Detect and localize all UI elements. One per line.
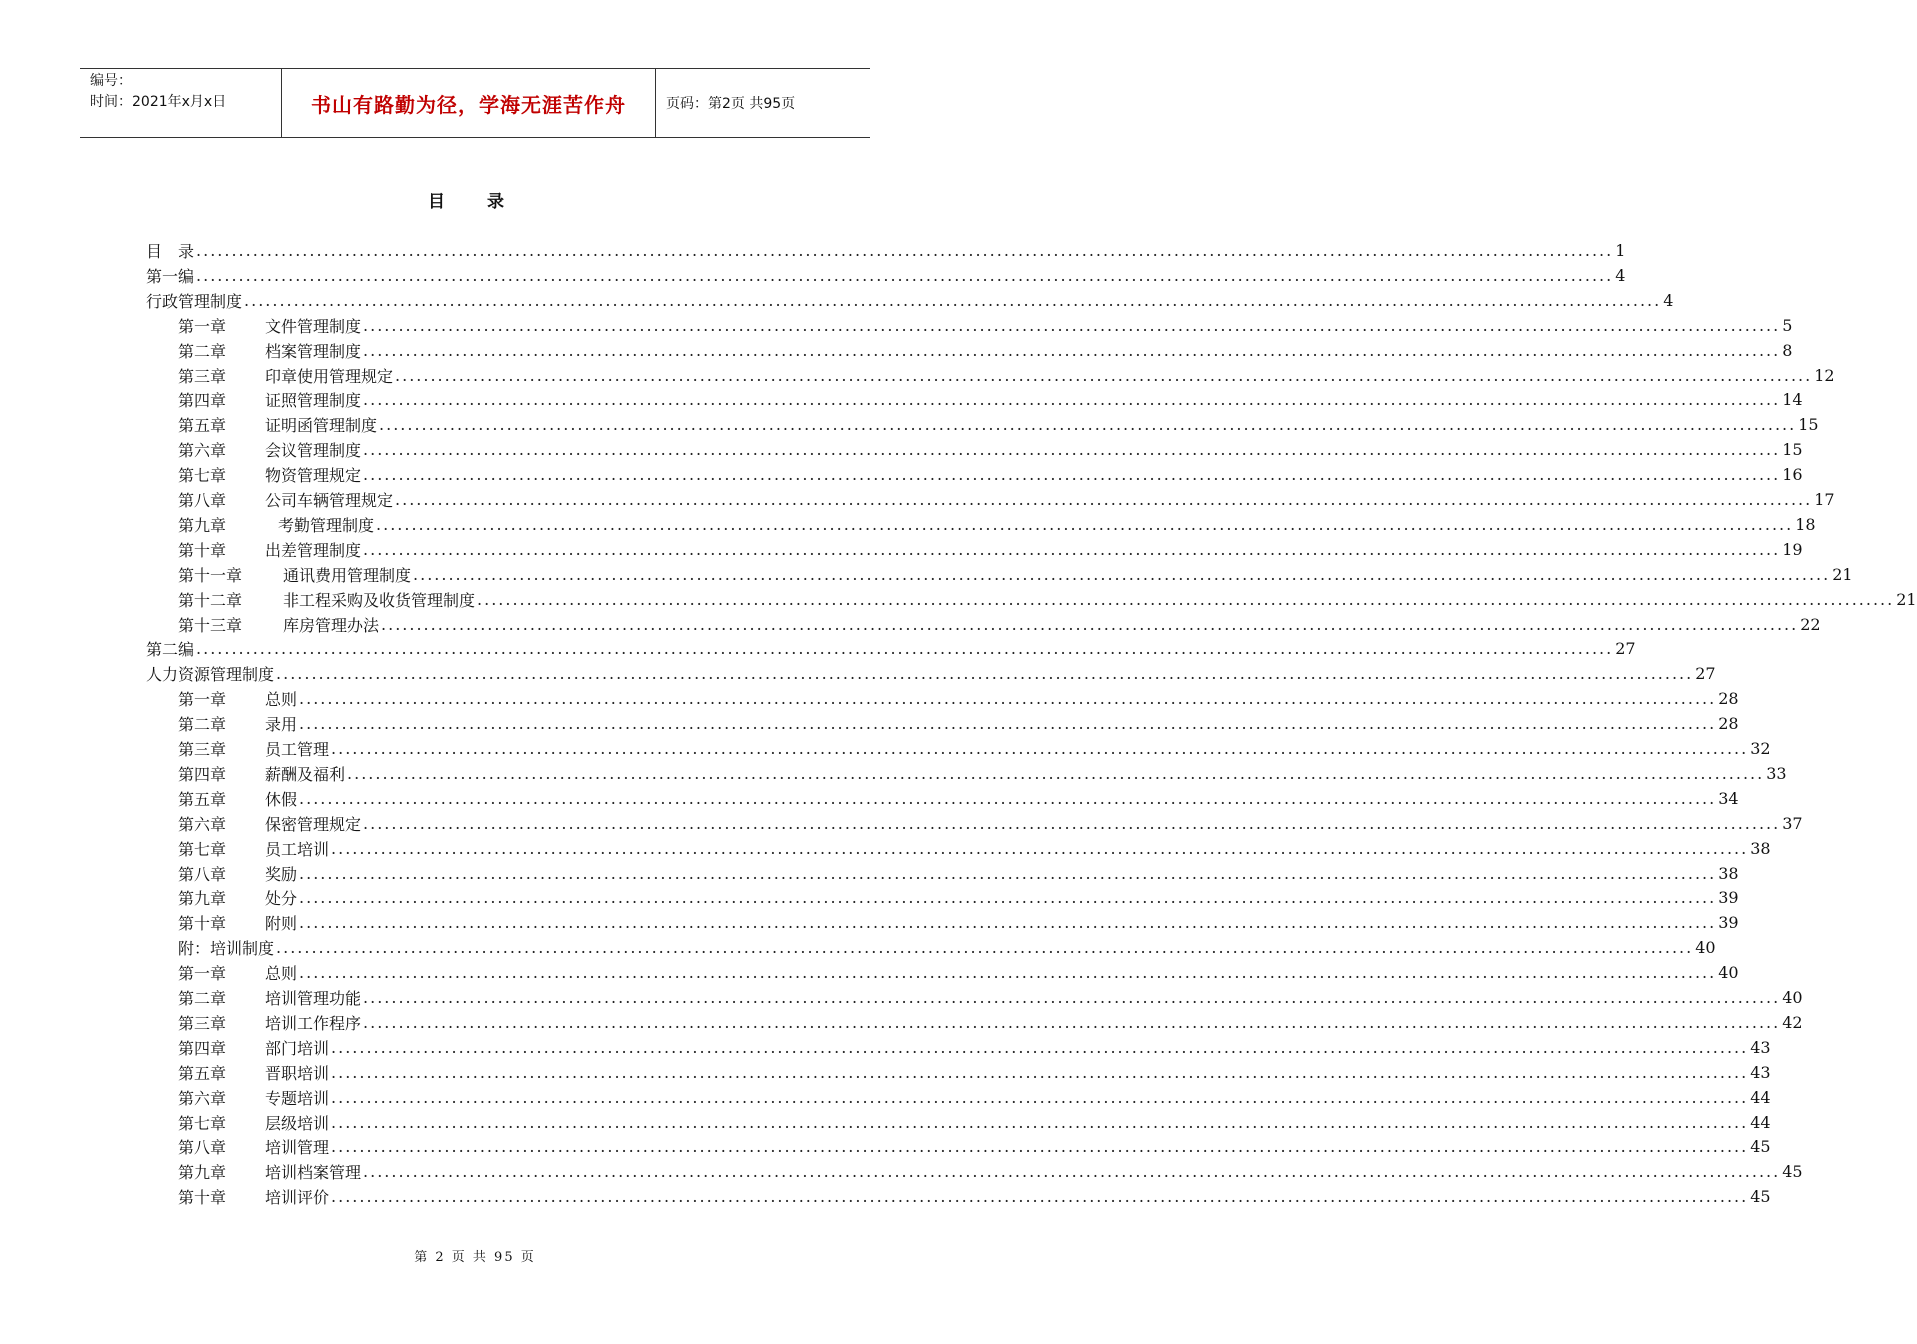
toc-page-number: 4 [1663,290,1674,310]
time-label: 时间：2021年x月x日 [90,94,227,110]
toc-entry-label [146,239,194,262]
toc-page-number: 1 [1615,241,1626,260]
toc-entry[interactable] [178,537,1803,562]
toc-entry-label [178,513,374,536]
toc-entry-label [178,339,361,362]
toc-title-text: 专题培训 [265,1088,330,1108]
toc-entry[interactable] [178,512,1816,537]
toc-title-text: 员工培训 [265,839,330,859]
toc-title-text: 晋职培训 [265,1063,330,1083]
toc-page-number: 43 [1750,1062,1771,1082]
toc-entry-label [178,314,361,337]
toc-entry[interactable] [178,836,1771,861]
toc-entry-label [178,986,361,1009]
toc-page-number: 37 [1782,813,1803,833]
toc-title-text: 第一编 [146,266,195,286]
toc-page-number: 16 [1782,465,1803,485]
toc-title-text: 考勤管理制度 [278,515,375,535]
toc-title-text: 层级培训 [265,1113,330,1133]
toc-title-text: 保密管理规定 [265,814,362,834]
toc-dot-leader: ........................................................................................................................................................................................................ [477,589,1895,609]
toc-title-text: 部门培训 [265,1038,330,1058]
toc-page-number: 5 [1782,315,1793,335]
toc-page-number: 45 [1750,1137,1771,1157]
toc-entry-label [146,264,194,287]
toc-chapter-number: 第九章 [178,515,227,535]
toc-entry-label [178,1011,361,1034]
toc-title-text: 人力资源管理制度 [146,665,275,685]
toc-page-number: 44 [1750,1112,1771,1132]
toc-entry-label [178,538,361,561]
toc-title-text: 第二编 [146,640,195,660]
toc-chapter-number: 第二章 [178,989,227,1008]
toc-page-number: 27 [1615,639,1636,659]
toc-entry-label [178,413,377,436]
toc-title-text: 录用 [265,715,298,735]
toc-entry[interactable] [178,985,1803,1010]
toc-dot-leader: ........................................................................................................................................................................................................ [331,1037,1749,1057]
toc-entry-label [146,637,194,660]
toc-entry[interactable] [178,1184,1771,1209]
toc-dot-leader: ........................................................................................................................................................................................................ [299,788,1717,808]
toc-title-text: 档案管理制度 [265,341,362,361]
toc-chapter-number: 第七章 [178,1113,227,1133]
header-page-info: 页码：第2页 共95页 [666,96,796,112]
toc-entry-label [178,1111,329,1134]
toc-entry-label [178,388,361,411]
toc-chapter-number: 第四章 [178,391,227,411]
toc-entry[interactable] [178,462,1803,487]
toc-page-number: 21 [1896,589,1917,609]
toc-dot-leader: ........................................................................................................................................................................................................ [299,714,1717,734]
toc-title-text: 培训工作程序 [265,1013,362,1033]
toc-dot-leader: ........................................................................................................................................................................................................ [395,365,1813,385]
toc-entry[interactable] [178,811,1803,836]
toc-entry[interactable] [178,562,1853,587]
toc-title-text: 培训档案管理 [265,1163,362,1183]
toc-entry[interactable] [178,587,1917,612]
toc-entry[interactable] [178,313,1793,338]
code-label: 编号： [90,73,132,89]
toc-entry[interactable] [178,1110,1771,1135]
toc-page-number: 22 [1800,614,1821,634]
toc-title-text: 休假 [265,789,298,809]
toc-chapter-number: 第七章 [178,466,227,486]
toc-entry[interactable] [146,636,1636,661]
toc-chapter-number: 第八章 [178,864,227,884]
toc-page-number: 14 [1782,390,1803,410]
toc-chapter-number: 第八章 [178,1138,227,1158]
toc-title-text: 库房管理办法 [283,615,380,635]
toc-chapter-number: 第七章 [178,839,227,859]
toc-title-text: 行政管理制度 [146,291,243,311]
toc-dot-leader: ........................................................................................................................................................................................................ [299,863,1717,883]
toc-entry[interactable] [178,1010,1803,1035]
toc-page-number: 27 [1695,664,1716,684]
toc-entry[interactable] [178,1085,1771,1110]
toc-title-text: 物资管理规定 [265,466,362,486]
toc-title: 目 录 [428,192,522,212]
toc-entry[interactable] [178,960,1739,985]
toc-entry[interactable] [178,1134,1771,1159]
toc-title-text: 总则 [265,690,298,710]
toc-title-text: 会议管理制度 [265,441,362,461]
toc-title-text: 培训管理 [265,1138,330,1158]
toc-entry-label [178,812,361,835]
toc-chapter-number: 第六章 [178,814,227,834]
toc-entry-label [178,563,411,586]
toc-chapter-number: 第二章 [178,341,227,361]
toc-chapter-number: 第二章 [178,715,227,735]
toc-entry[interactable] [146,288,1674,313]
toc-dot-leader: ........................................................................................................................................................................................................ [331,1087,1749,1107]
toc-chapter-number: 第十二章 [178,590,243,610]
toc-dot-leader: ........................................................................................................................................................................................................ [379,415,1797,435]
toc-chapter-number: 第十三章 [178,615,243,635]
toc-page-number: 40 [1695,938,1716,958]
toc-title-text: 印章使用管理规定 [265,366,394,386]
toc-chapter-number: 第十章 [178,914,227,934]
toc-entry-label [178,787,297,810]
toc-dot-leader: ........................................................................................................................................................................................................ [363,1012,1781,1032]
toc-entry[interactable] [146,661,1716,686]
toc-title-text: 证明函管理制度 [265,416,378,436]
toc-page-number: 45 [1782,1162,1803,1182]
toc-entry[interactable] [178,711,1739,736]
toc-dot-leader: ........................................................................................................................................................................................................ [376,514,1794,534]
toc-entry-label [178,1185,329,1208]
toc-dot-leader: ........................................................................................................................................................................................................ [331,1112,1749,1132]
toc-chapter-number: 第九章 [178,1163,227,1183]
toc-title-text: 目 录 [146,242,195,261]
toc-title-text: 员工管理 [265,740,330,759]
toc-entry-label [178,1061,329,1084]
toc-chapter-number: 第四章 [178,1038,227,1058]
toc-chapter-number: 第一章 [178,316,227,336]
toc-dot-leader: ........................................................................................................................................................................................................ [299,963,1717,983]
toc-entry-label [178,886,297,909]
toc-dot-leader: ........................................................................................................................................................................................................ [331,1137,1749,1157]
toc-page-number: 34 [1718,788,1739,808]
toc-chapter-number: 第六章 [178,1088,227,1108]
toc-dot-leader: ........................................................................................................................................................................................................ [299,689,1717,709]
toc-chapter-number: 第三章 [178,366,227,386]
toc-page-number: 38 [1718,863,1739,883]
toc-entry[interactable] [178,761,1787,786]
header-meta [80,69,282,137]
toc-chapter-number: 第一章 [178,690,227,710]
toc-dot-leader: ........................................................................................................................................................................................................ [381,614,1799,634]
toc-page-number: 19 [1782,539,1803,559]
toc-dot-leader: ........................................................................................................................................................................................................ [331,739,1749,758]
toc-dot-leader: ........................................................................................................................................................................................................ [196,265,1614,285]
toc-dot-leader: ........................................................................................................................................................................................................ [276,938,1694,958]
toc-dot-leader: ........................................................................................................................................................................................................ [363,390,1781,410]
toc-dot-leader: ........................................................................................................................................................................................................ [363,340,1781,360]
toc-title-text: 薪酬及福利 [265,764,346,784]
toc-entry-label [178,911,297,934]
toc-dot-leader: ........................................................................................................................................................................................................ [196,241,1614,260]
toc-dot-leader: ........................................................................................................................................................................................................ [347,763,1765,783]
toc-entry[interactable] [178,437,1803,462]
toc-dot-leader: ........................................................................................................................................................................................................ [363,440,1781,460]
toc-page-number: 21 [1832,564,1853,584]
header-motto: 书山有路勤为径，学海无涯苦作舟 [282,69,656,137]
toc-page-number: 40 [1782,988,1803,1007]
toc-title-text: 附：培训制度 [178,939,275,959]
toc-entry-label [146,289,242,312]
toc-entry-label [178,588,475,611]
toc-entry[interactable] [178,487,1835,512]
toc-page-number: 33 [1766,763,1787,783]
toc-chapter-number: 第十一章 [178,565,243,585]
toc-dot-leader: ........................................................................................................................................................................................................ [276,664,1694,684]
toc-page-number: 45 [1750,1187,1771,1207]
toc-dot-leader: ........................................................................................................................................................................................................ [244,290,1662,310]
toc-dot-leader: ........................................................................................................................................................................................................ [331,1062,1749,1082]
toc-entry[interactable] [178,686,1739,711]
toc-chapter-number: 第九章 [178,889,227,909]
toc-page-number: 40 [1718,963,1739,983]
toc-title-text: 奖励 [265,864,298,884]
toc-dot-leader: ........................................................................................................................................................................................................ [363,1162,1781,1182]
toc-title-text: 文件管理制度 [265,316,362,336]
toc-chapter-number: 第八章 [178,491,227,510]
toc-entry-label [178,1036,329,1059]
toc-chapter-number: 第十章 [178,540,227,560]
toc-page-number: 28 [1718,689,1739,709]
toc-dot-leader: ........................................................................................................................................................................................................ [331,1187,1749,1207]
toc-entry[interactable] [178,338,1793,363]
toc-page-number: 8 [1782,340,1793,360]
toc-page-number: 28 [1718,714,1739,734]
toc-page-number: 38 [1750,838,1771,858]
toc-title-text: 附则 [265,914,298,934]
toc-page-number: 39 [1718,888,1739,908]
toc-chapter-number: 第四章 [178,764,227,784]
toc-title-text: 培训评价 [265,1188,330,1208]
toc-entry[interactable] [178,1035,1771,1060]
toc-entry-label [178,712,297,735]
toc-title-text: 处分 [265,889,298,909]
toc-entry-label [178,1160,361,1183]
toc-entry[interactable] [178,363,1835,388]
toc-page-number: 15 [1798,415,1819,435]
toc-dot-leader: ........................................................................................................................................................................................................ [413,564,1831,584]
toc-entry-label [178,936,274,959]
toc-entry[interactable] [178,387,1803,412]
toc-entry-label [178,862,297,885]
toc-title-text: 出差管理制度 [265,540,362,560]
toc-title-text: 通讯费用管理制度 [283,565,412,585]
toc-page-number: 12 [1814,365,1835,385]
toc-entry-label [178,1135,329,1158]
toc-title-text: 证照管理制度 [265,391,362,411]
toc-entry[interactable] [178,1060,1771,1085]
toc-dot-leader: ........................................................................................................................................................................................................ [331,838,1749,858]
toc-page-number: 15 [1782,440,1803,460]
toc-entry-label [178,837,329,860]
toc-entry[interactable] [178,412,1819,437]
toc-entry-label [178,613,379,636]
toc-entry-label [146,662,274,685]
toc-entry-label [178,961,297,984]
toc-chapter-number: 第六章 [178,441,227,461]
toc-dot-leader: ........................................................................................................................................................................................................ [363,465,1781,485]
toc-chapter-number: 第一章 [178,964,227,984]
toc-dot-leader: ........................................................................................................................................................................................................ [363,988,1781,1007]
toc-entry-label [178,438,361,461]
toc-page-number: 44 [1750,1087,1771,1107]
toc-dot-leader: ........................................................................................................................................................................................................ [395,490,1813,509]
toc-title-text: 培训管理功能 [265,989,362,1008]
toc-entry[interactable] [178,861,1739,886]
toc-chapter-number: 第十章 [178,1188,227,1208]
toc-entry[interactable] [146,238,1626,263]
toc-dot-leader: ........................................................................................................................................................................................................ [299,913,1717,933]
toc-page-number: 39 [1718,913,1739,933]
toc-title-text: 总则 [265,964,298,984]
toc-entry-label [178,488,393,511]
toc-entry-label [178,737,329,760]
toc-dot-leader: ........................................................................................................................................................................................................ [196,639,1614,659]
toc-chapter-number: 第五章 [178,416,227,436]
toc-entry-label [178,1086,329,1109]
toc-page-number: 4 [1615,265,1626,285]
toc-page-number: 43 [1750,1037,1771,1057]
toc-entry[interactable] [178,786,1739,811]
toc-entry[interactable] [146,263,1626,288]
toc-page-number: 17 [1814,490,1835,509]
toc-entry-label [178,463,361,486]
toc-chapter-number: 第五章 [178,1063,227,1083]
toc-dot-leader: ........................................................................................................................................................................................................ [363,539,1781,559]
toc-page-number: 32 [1750,739,1771,758]
toc-entry[interactable] [178,1159,1803,1184]
toc-entry-label [178,762,345,785]
toc-chapter-number: 第三章 [178,740,227,759]
toc-dot-leader: ........................................................................................................................................................................................................ [363,315,1781,335]
toc-entry[interactable] [178,935,1716,960]
page-header [80,68,870,138]
toc-dot-leader: ........................................................................................................................................................................................................ [363,813,1781,833]
toc-entry-label [178,687,297,710]
toc-title-text: 非工程采购及收货管理制度 [283,590,476,610]
page-footer: 第 2 页 共 95 页 [414,1250,536,1265]
toc-entry[interactable] [178,736,1771,761]
toc-title-text: 公司车辆管理规定 [265,491,394,510]
toc-entry[interactable] [178,910,1739,935]
toc-chapter-number: 第五章 [178,789,227,809]
toc-chapter-number: 第三章 [178,1013,227,1033]
toc-dot-leader: ........................................................................................................................................................................................................ [299,888,1717,908]
toc-entry[interactable] [178,885,1739,910]
toc-entry-label [178,364,393,387]
toc-page-number: 18 [1795,514,1816,534]
toc-entry[interactable] [178,612,1821,637]
toc-page-number: 42 [1782,1012,1803,1032]
